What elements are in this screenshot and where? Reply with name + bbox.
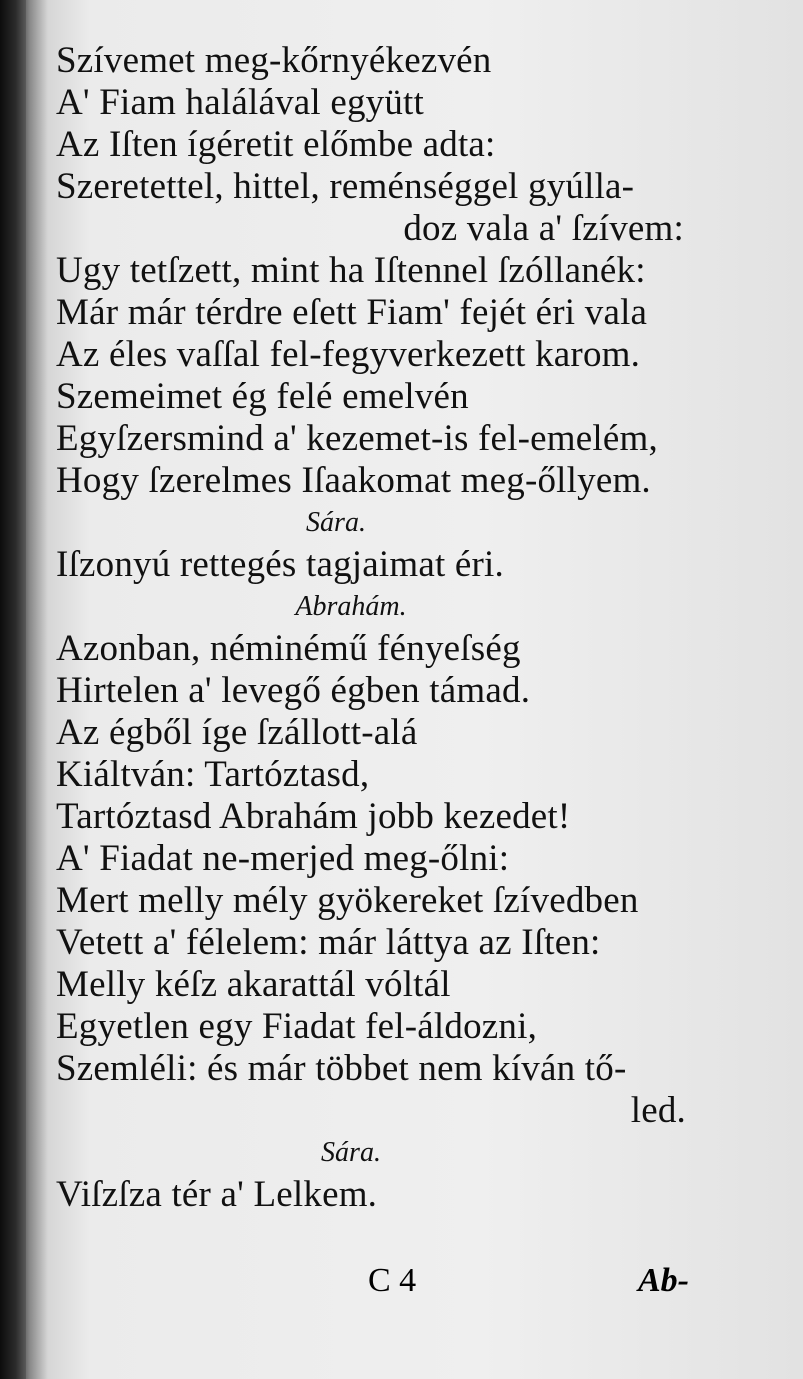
verse-line: Kiáltván: Tartóztasd,: [56, 754, 370, 795]
verse-line: Hirtelen a' levegő égben támad.: [56, 670, 531, 711]
speaker-name: Sára.: [306, 507, 366, 538]
verse-line: A' Fiadat ne-merjed meg-őlni:: [56, 838, 510, 879]
verse-line: Szívemet meg-kőrnyékezvén: [56, 40, 492, 81]
verse-line: Már már térdre eſett Fiam' fejét éri vala: [56, 292, 648, 333]
verse-line: Hogy ſzerelmes Iſaakomat meg-őllyem.: [56, 460, 651, 501]
text-block: [56, 40, 776, 1216]
page-footer: [56, 1262, 776, 1312]
verse-line: Az égből íge ſzállott-alá: [56, 712, 418, 753]
verse-line: Szeretettel, hittel, reménséggel gyúlla-: [56, 166, 635, 207]
book-gutter: [0, 0, 26, 1379]
verse-line: Mert melly mély gyökereket ſzívedben: [56, 880, 639, 921]
verse-line: Viſzſza tér a' Lelkem.: [56, 1174, 378, 1215]
verse-line-continuation: doz vala a' ſzívem:: [403, 208, 684, 249]
verse-line: Iſzonyú rettegés tagjaimat éri.: [56, 544, 504, 585]
verse-line: Az Iſten ígéretit előmbe adta:: [56, 124, 496, 165]
catchword: Ab-: [638, 1262, 689, 1299]
verse-line: Egyſzersmind a' kezemet-is fel-emelém,: [56, 418, 658, 459]
speaker-name: Abrahám.: [295, 591, 407, 622]
verse-line: Melly kéſz akarattál vóltál: [56, 964, 451, 1005]
verse-line: Vetett a' félelem: már láttya az Iſten:: [56, 922, 601, 963]
verse-line: Szemléli: és már többet nem kíván tő-: [56, 1048, 627, 1089]
verse-line: Az éles vaſſal fel-fegyverkezett karom.: [56, 334, 641, 375]
signature-mark: C 4: [368, 1262, 417, 1299]
speaker-name: Sára.: [321, 1137, 381, 1168]
verse-line: Egyetlen egy Fiadat fel-áldozni,: [56, 1006, 538, 1047]
verse-line: A' Fiam halálával együtt: [56, 82, 425, 123]
verse-line: Ugy tetſzett, mint ha Iſtennel ſzóllanék:: [56, 250, 646, 291]
verse-line-continuation: led.: [630, 1090, 686, 1131]
verse-line: Azonban, néminémű fényeſség: [56, 628, 521, 669]
verse-line: Szemeimet ég felé emelvén: [56, 376, 469, 417]
verse-line: Tartóztasd Abrahám jobb kezedet!: [56, 796, 571, 837]
